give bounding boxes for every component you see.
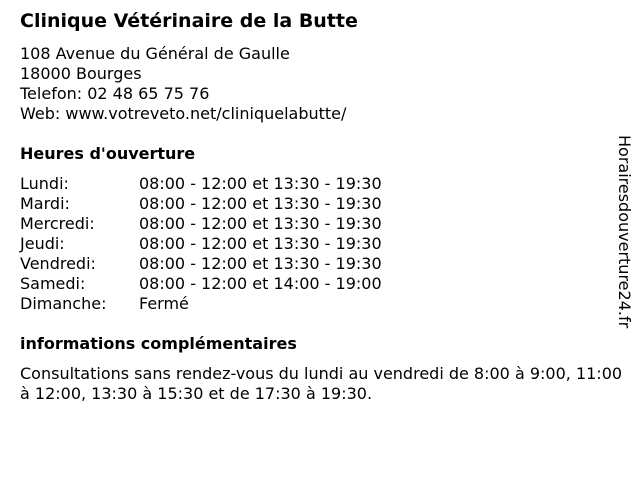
day-label: Jeudi: — [20, 234, 65, 253]
phone-number: Telefon: 02 48 65 75 76 — [20, 84, 210, 103]
time-value: 08:00 - 12:00 et 13:30 - 19:30 — [139, 214, 382, 233]
clinic-title: Clinique Vétérinaire de la Butte — [20, 10, 358, 32]
time-value: 08:00 - 12:00 et 14:00 - 19:00 — [139, 274, 382, 293]
time-value: 08:00 - 12:00 et 13:30 - 19:30 — [139, 234, 382, 253]
time-value: Fermé — [139, 294, 189, 313]
day-label: Mercredi: — [20, 214, 95, 233]
day-label: Samedi: — [20, 274, 86, 293]
time-value: 08:00 - 12:00 et 13:30 - 19:30 — [139, 194, 382, 213]
time-value: 08:00 - 12:00 et 13:30 - 19:30 — [139, 174, 382, 193]
info-heading: informations complémentaires — [20, 334, 297, 353]
watermark-vertical: Horairesdouverture24.fr — [615, 135, 634, 329]
day-label: Mardi: — [20, 194, 70, 213]
info-text: Consultations sans rendez-vous du lundi au vendredi de 8:00 à 9:00, 11:00 à 12:00, 13:30 à 15:30 et de 17:30 à 19:30. — [20, 364, 623, 403]
hours-heading: Heures d'ouverture — [20, 144, 196, 163]
day-label: Vendredi: — [20, 254, 96, 273]
clinic-address-block — [20, 44, 346, 124]
day-label: Dimanche: — [20, 294, 107, 313]
address-city: 18000 Bourges — [20, 64, 142, 83]
address-street: 108 Avenue du Général de Gaulle — [20, 44, 290, 63]
website-link[interactable]: Web: www.votreveto.net/cliniquelabutte/ — [20, 104, 347, 123]
day-label: Lundi: — [20, 174, 69, 193]
time-value: 08:00 - 12:00 et 13:30 - 19:30 — [139, 254, 382, 273]
